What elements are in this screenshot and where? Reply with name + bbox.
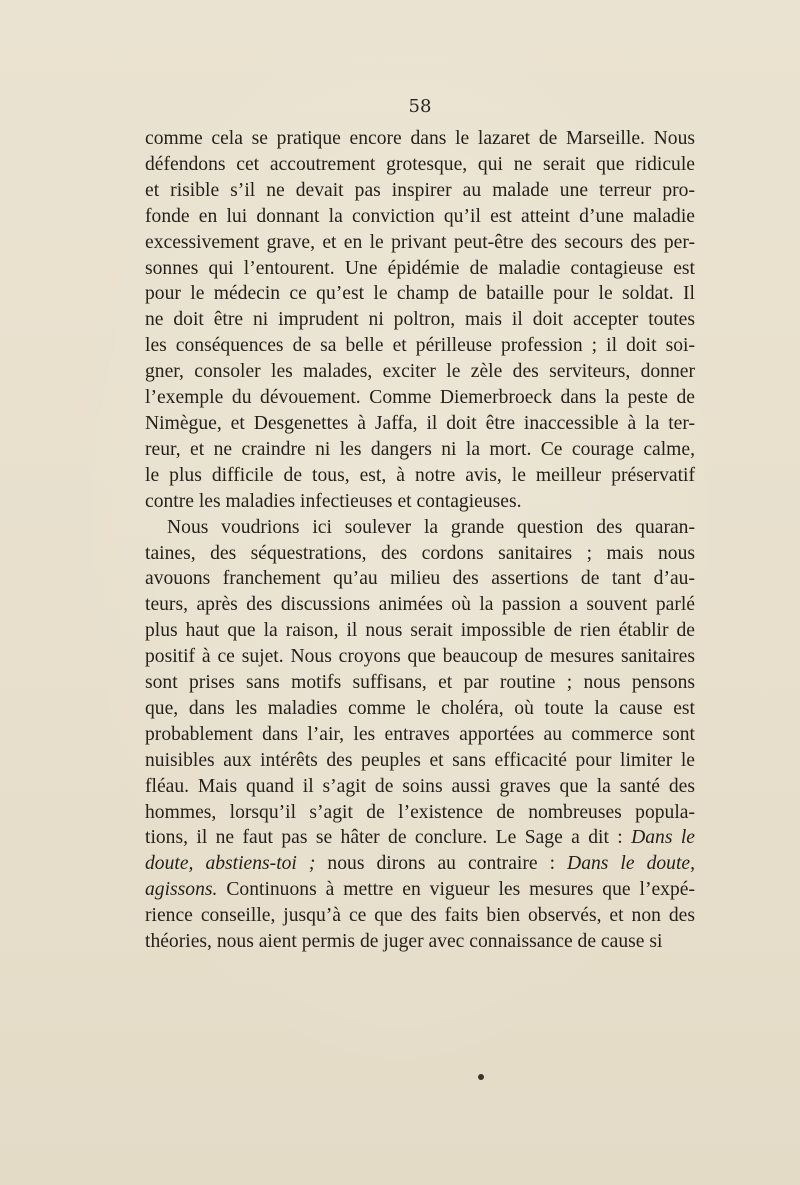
text-segment: et risible s’il ne devait pas inspirer au malade une terreur pro- <box>145 179 695 201</box>
text-line <box>145 644 695 670</box>
ink-mark <box>478 1074 484 1080</box>
text-segment: Nous voudrions ici soulever la grande question des quaran- <box>167 516 695 538</box>
text-line <box>145 463 695 489</box>
text-segment: le plus difficile de tous, est, à notre avis, le meilleur préservatif <box>145 464 695 486</box>
text-segment: fléau. Mais quand il s’agit de soins aussi graves que la santé des <box>145 775 695 797</box>
text-line <box>145 333 695 359</box>
text-line <box>145 489 695 515</box>
italic-segment: Dans le doute, <box>567 853 696 875</box>
text-segment: probablement dans l’air, les entraves apportées au commerce sont <box>145 723 695 745</box>
text-line <box>145 411 695 437</box>
text-segment: nous dirons au contraire : <box>315 853 568 875</box>
paragraph <box>145 126 695 515</box>
italic-segment: Dans le <box>631 827 695 849</box>
text-line <box>145 541 695 567</box>
text-segment: les conséquences de sa belle et périlleuse profession ; il doit soi- <box>145 335 695 357</box>
text-segment: sont prises sans motifs suffisans, et par routine ; nous pensons <box>145 672 695 694</box>
text-line <box>145 437 695 463</box>
text-line <box>145 307 695 333</box>
text-line <box>145 722 695 748</box>
text-segment: que, dans les maladies comme le choléra, où toute la cause est <box>145 697 695 719</box>
text-segment: Nimègue, et Desgenettes à Jaffa, il doit être inaccessible à la ter- <box>145 412 695 434</box>
text-segment: nuisibles aux intérêts des peuples et sans efficacité pour limiter le <box>145 749 695 771</box>
text-line <box>145 178 695 204</box>
text-line <box>145 385 695 411</box>
text-segment: rience conseille, jusqu’à ce que des faits bien observés, et non des <box>145 905 695 927</box>
text-segment: taines, des séquestrations, des cordons sanitaires ; mais nous <box>145 542 695 564</box>
text-segment: ne doit être ni imprudent ni poltron, mais il doit accepter toutes <box>145 309 695 331</box>
text-line <box>145 800 695 826</box>
text-segment: plus haut que la raison, il nous serait impossible de rien établir de <box>145 620 695 642</box>
page-number: 58 <box>408 96 432 117</box>
text-segment: l’exemple du dévouement. Comme Diemerbroeck dans la peste de <box>145 387 695 409</box>
text-segment: comme cela se pratique encore dans le lazaret de Marseille. Nous <box>145 128 695 149</box>
text-segment: tions, il ne faut pas se hâter de conclure. Le Sage a dit : <box>145 827 632 849</box>
text-line <box>145 748 695 774</box>
text-line <box>145 566 695 592</box>
text-line <box>145 851 695 877</box>
text-line <box>145 877 695 903</box>
text-line <box>145 903 695 929</box>
text-segment: Continuons à mettre en vigueur les mesures que l’expé- <box>217 879 695 901</box>
text-line <box>145 152 695 178</box>
text-segment: défendons cet accoutrement grotesque, qui ne serait que ridicule <box>145 153 695 175</box>
text-line <box>145 126 695 152</box>
text-line <box>145 825 695 851</box>
text-segment: avouons franchement qu’au milieu des assertions de tant d’au- <box>145 568 695 590</box>
text-segment: positif à ce sujet. Nous croyons que beaucoup de mesures sanitaires <box>145 646 695 668</box>
text-line <box>145 618 695 644</box>
text-segment: gner, consoler les malades, exciter le zèle des serviteurs, donner <box>145 361 695 383</box>
text-line <box>145 929 695 955</box>
text-segment: pour le médecin ce qu’est le champ de bataille pour le soldat. Il <box>145 283 695 305</box>
text-line <box>145 281 695 307</box>
text-line <box>145 592 695 618</box>
text-segment: contre les maladies infectieuses et contagieuses. <box>145 490 522 512</box>
text-segment: reur, et ne craindre ni les dangers ni la mort. Ce courage calme, <box>145 438 695 460</box>
text-line <box>145 256 695 282</box>
text-line <box>145 670 695 696</box>
text-line <box>145 696 695 722</box>
body-text <box>145 126 695 955</box>
italic-segment: doute, abstiens-toi ; <box>145 853 316 875</box>
text-line <box>145 515 695 541</box>
text-segment: fonde en lui donnant la conviction qu’il est atteint d’une maladie <box>145 205 695 227</box>
text-line <box>145 359 695 385</box>
paragraph <box>145 515 695 955</box>
text-segment: hommes, lorsqu’il s’agit de l’existence de nombreuses popula- <box>145 801 695 823</box>
text-segment: teurs, après des discussions animées où la passion a souvent parlé <box>145 594 695 616</box>
text-line <box>145 204 695 230</box>
text-segment: théories, nous aient permis de juger avec connaissance de cause si <box>145 931 663 953</box>
text-segment: excessivement grave, et en le privant peut-être des secours des per- <box>145 231 695 253</box>
text-line <box>145 230 695 256</box>
text-segment: sonnes qui l’entourent. Une épidémie de maladie contagieuse est <box>145 257 695 279</box>
text-line <box>145 774 695 800</box>
italic-segment: agissons. <box>145 879 218 901</box>
